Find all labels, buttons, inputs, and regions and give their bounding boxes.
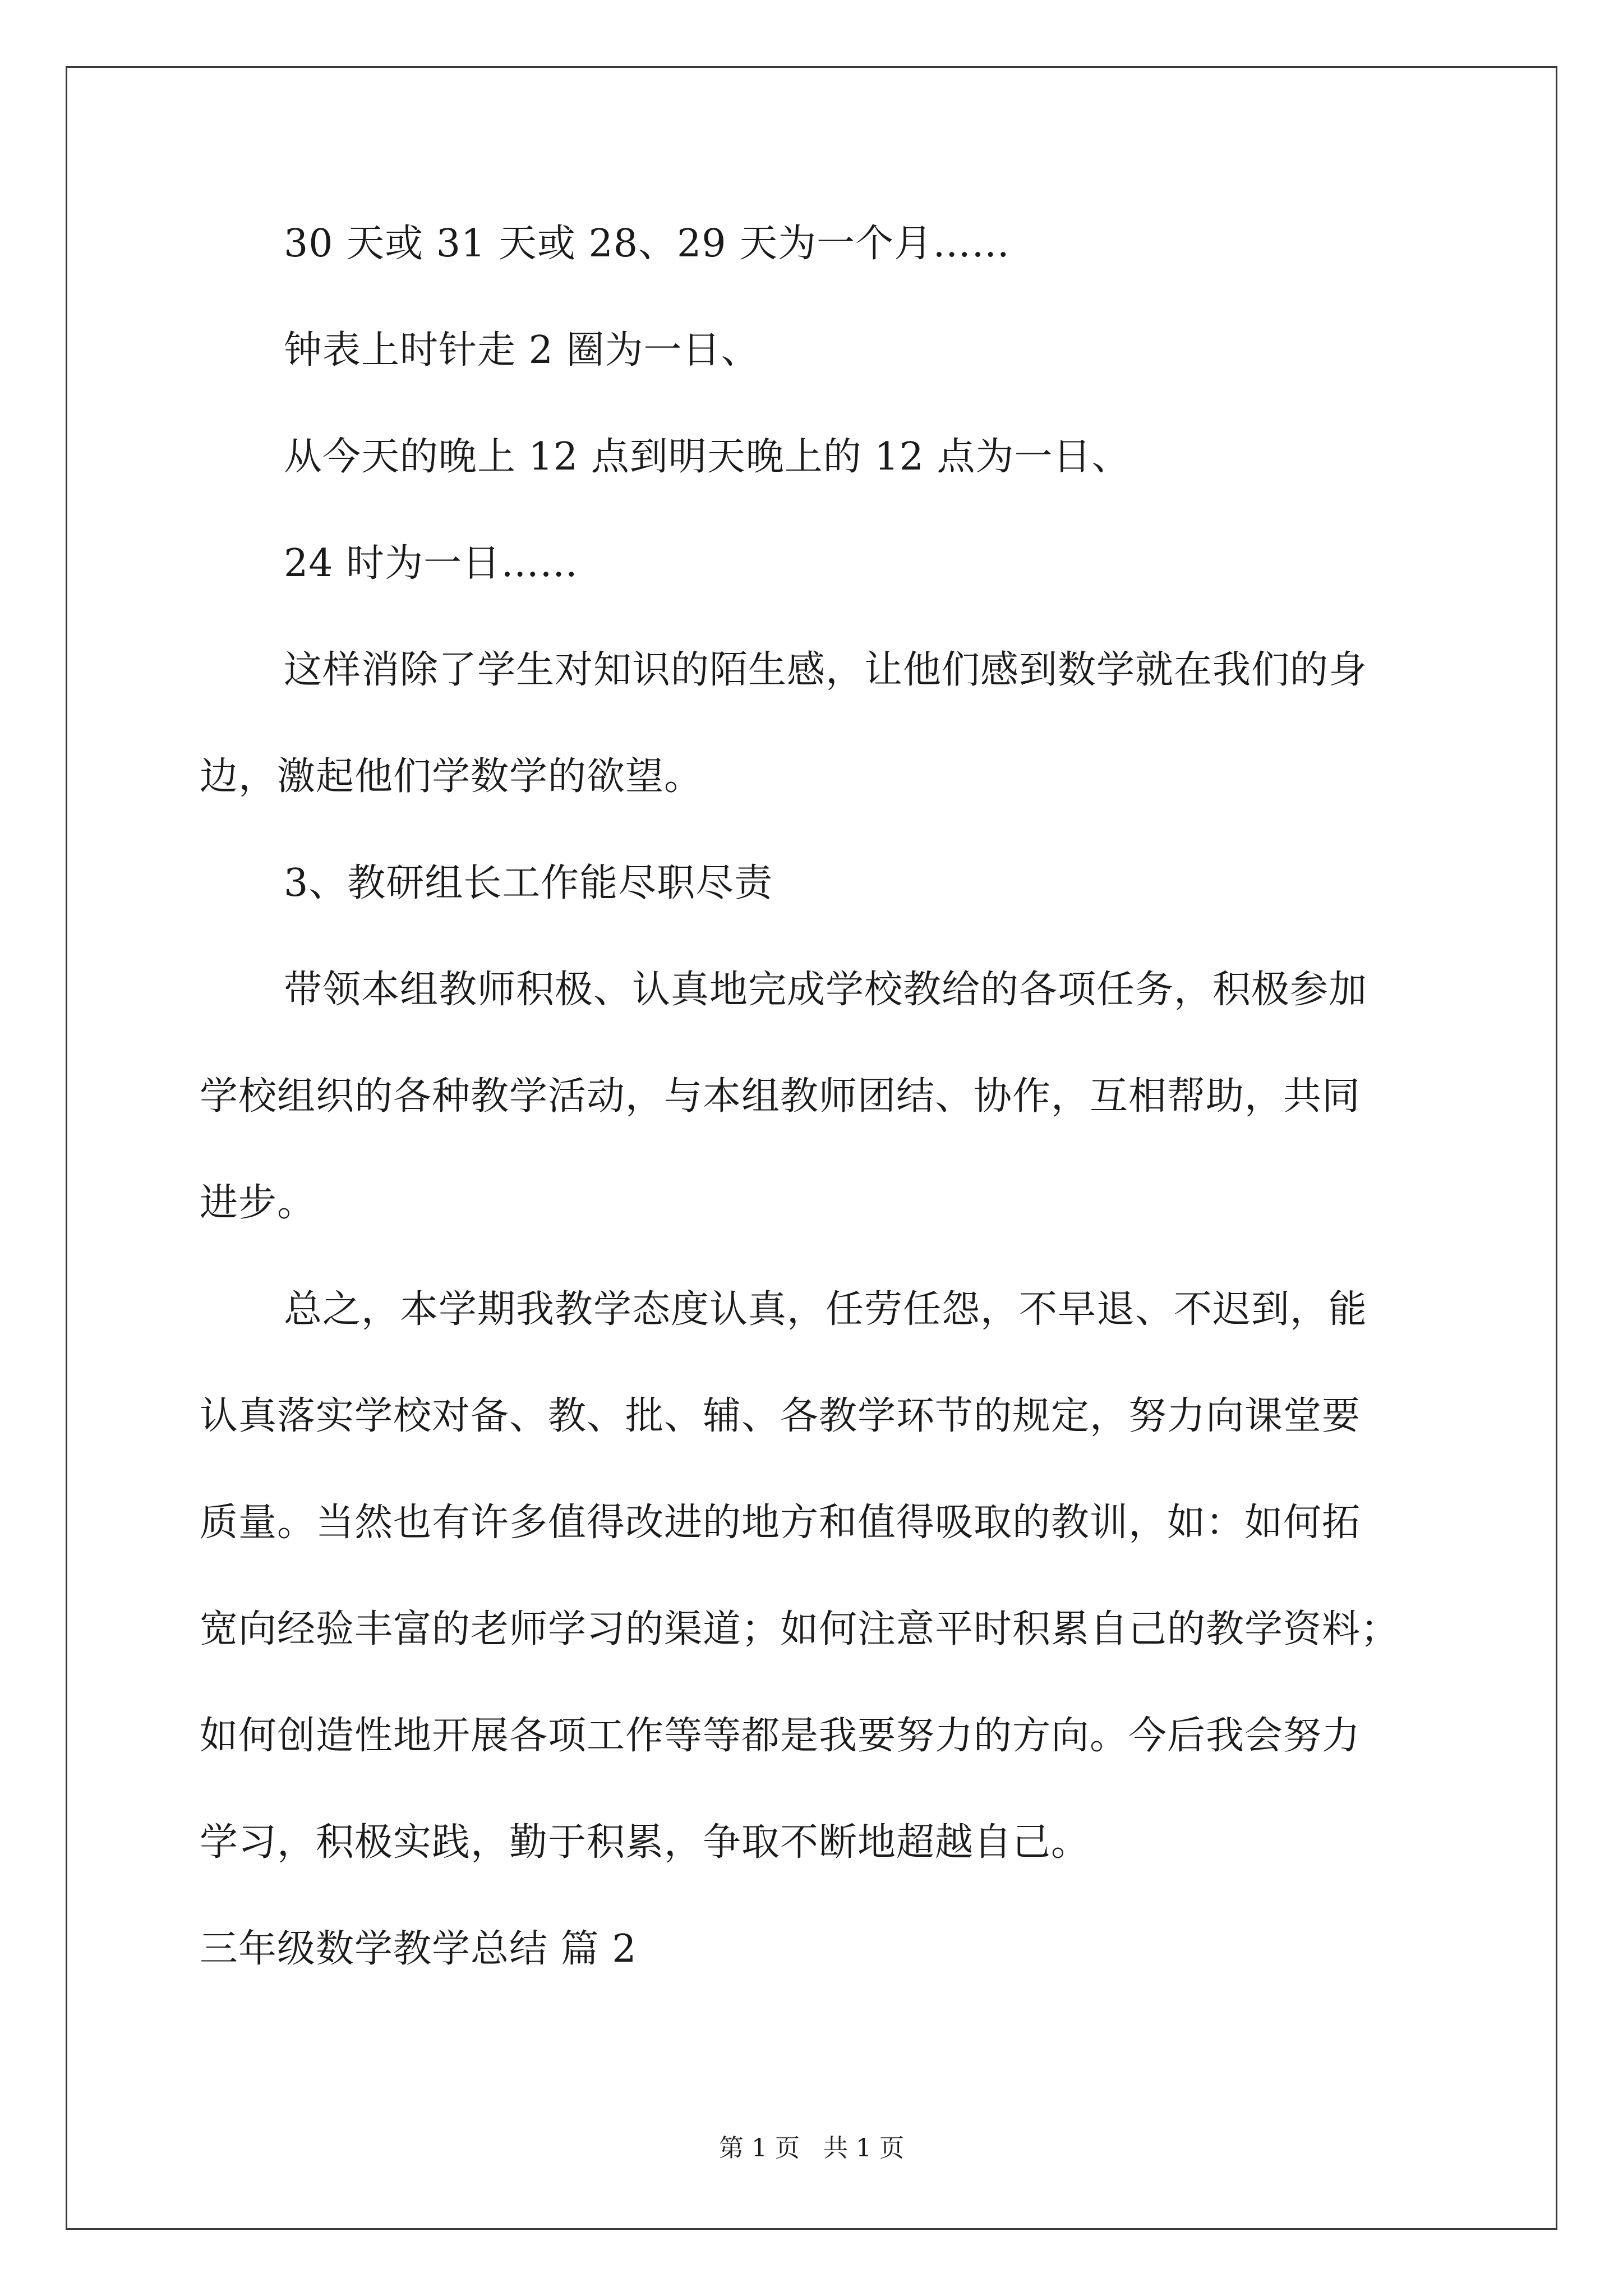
text-line: 进步。 xyxy=(200,1181,316,1225)
text-line: 总之，本学期我教学态度认真，任劳任怨，不早退、不迟到，能 xyxy=(284,1287,1368,1332)
text-line: 钟表上时针走 2 圈为一日、 xyxy=(284,328,760,372)
text-line: 质量。当然也有许多值得改进的地方和值得吸取的教训，如：如何拓 xyxy=(200,1501,1361,1545)
text-line: 宽向经验丰富的老师学习的渠道；如何注意平时积累自己的教学资料； xyxy=(200,1607,1400,1651)
text-line: 边，激起他们学数学的欲望。 xyxy=(200,754,703,799)
document-body xyxy=(200,222,1433,2033)
text-line: 24 时为一日…… xyxy=(284,541,579,586)
section-heading: 3、教研组长工作能尽职尽责 xyxy=(284,861,773,905)
article-title: 三年级数学教学总结 篇 2 xyxy=(200,1927,637,1971)
text-line: 从今天的晚上 12 点到明天晚上的 12 点为一日、 xyxy=(284,435,1131,479)
text-line: 30 天或 31 天或 28、29 天为一个月…… xyxy=(284,222,1011,266)
page-footer: 第 1 页 共 1 页 xyxy=(719,2134,904,2162)
text-line: 如何创造性地开展各项工作等等都是我要努力的方向。今后我会努力 xyxy=(200,1714,1361,1758)
text-line: 学校组织的各种教学活动，与本组教师团结、协作，互相帮助，共同 xyxy=(200,1074,1361,1119)
text-line: 学习，积极实践，勤于积累，争取不断地超越自己。 xyxy=(200,1820,1090,1865)
text-line: 带领本组教师积极、认真地完成学校教给的各项任务，积极参加 xyxy=(284,968,1368,1012)
text-line: 这样消除了学生对知识的陌生感，让他们感到数学就在我们的身 xyxy=(284,648,1368,692)
text-line: 认真落实学校对备、教、批、辅、各教学环节的规定，努力向课堂要 xyxy=(200,1394,1361,1438)
